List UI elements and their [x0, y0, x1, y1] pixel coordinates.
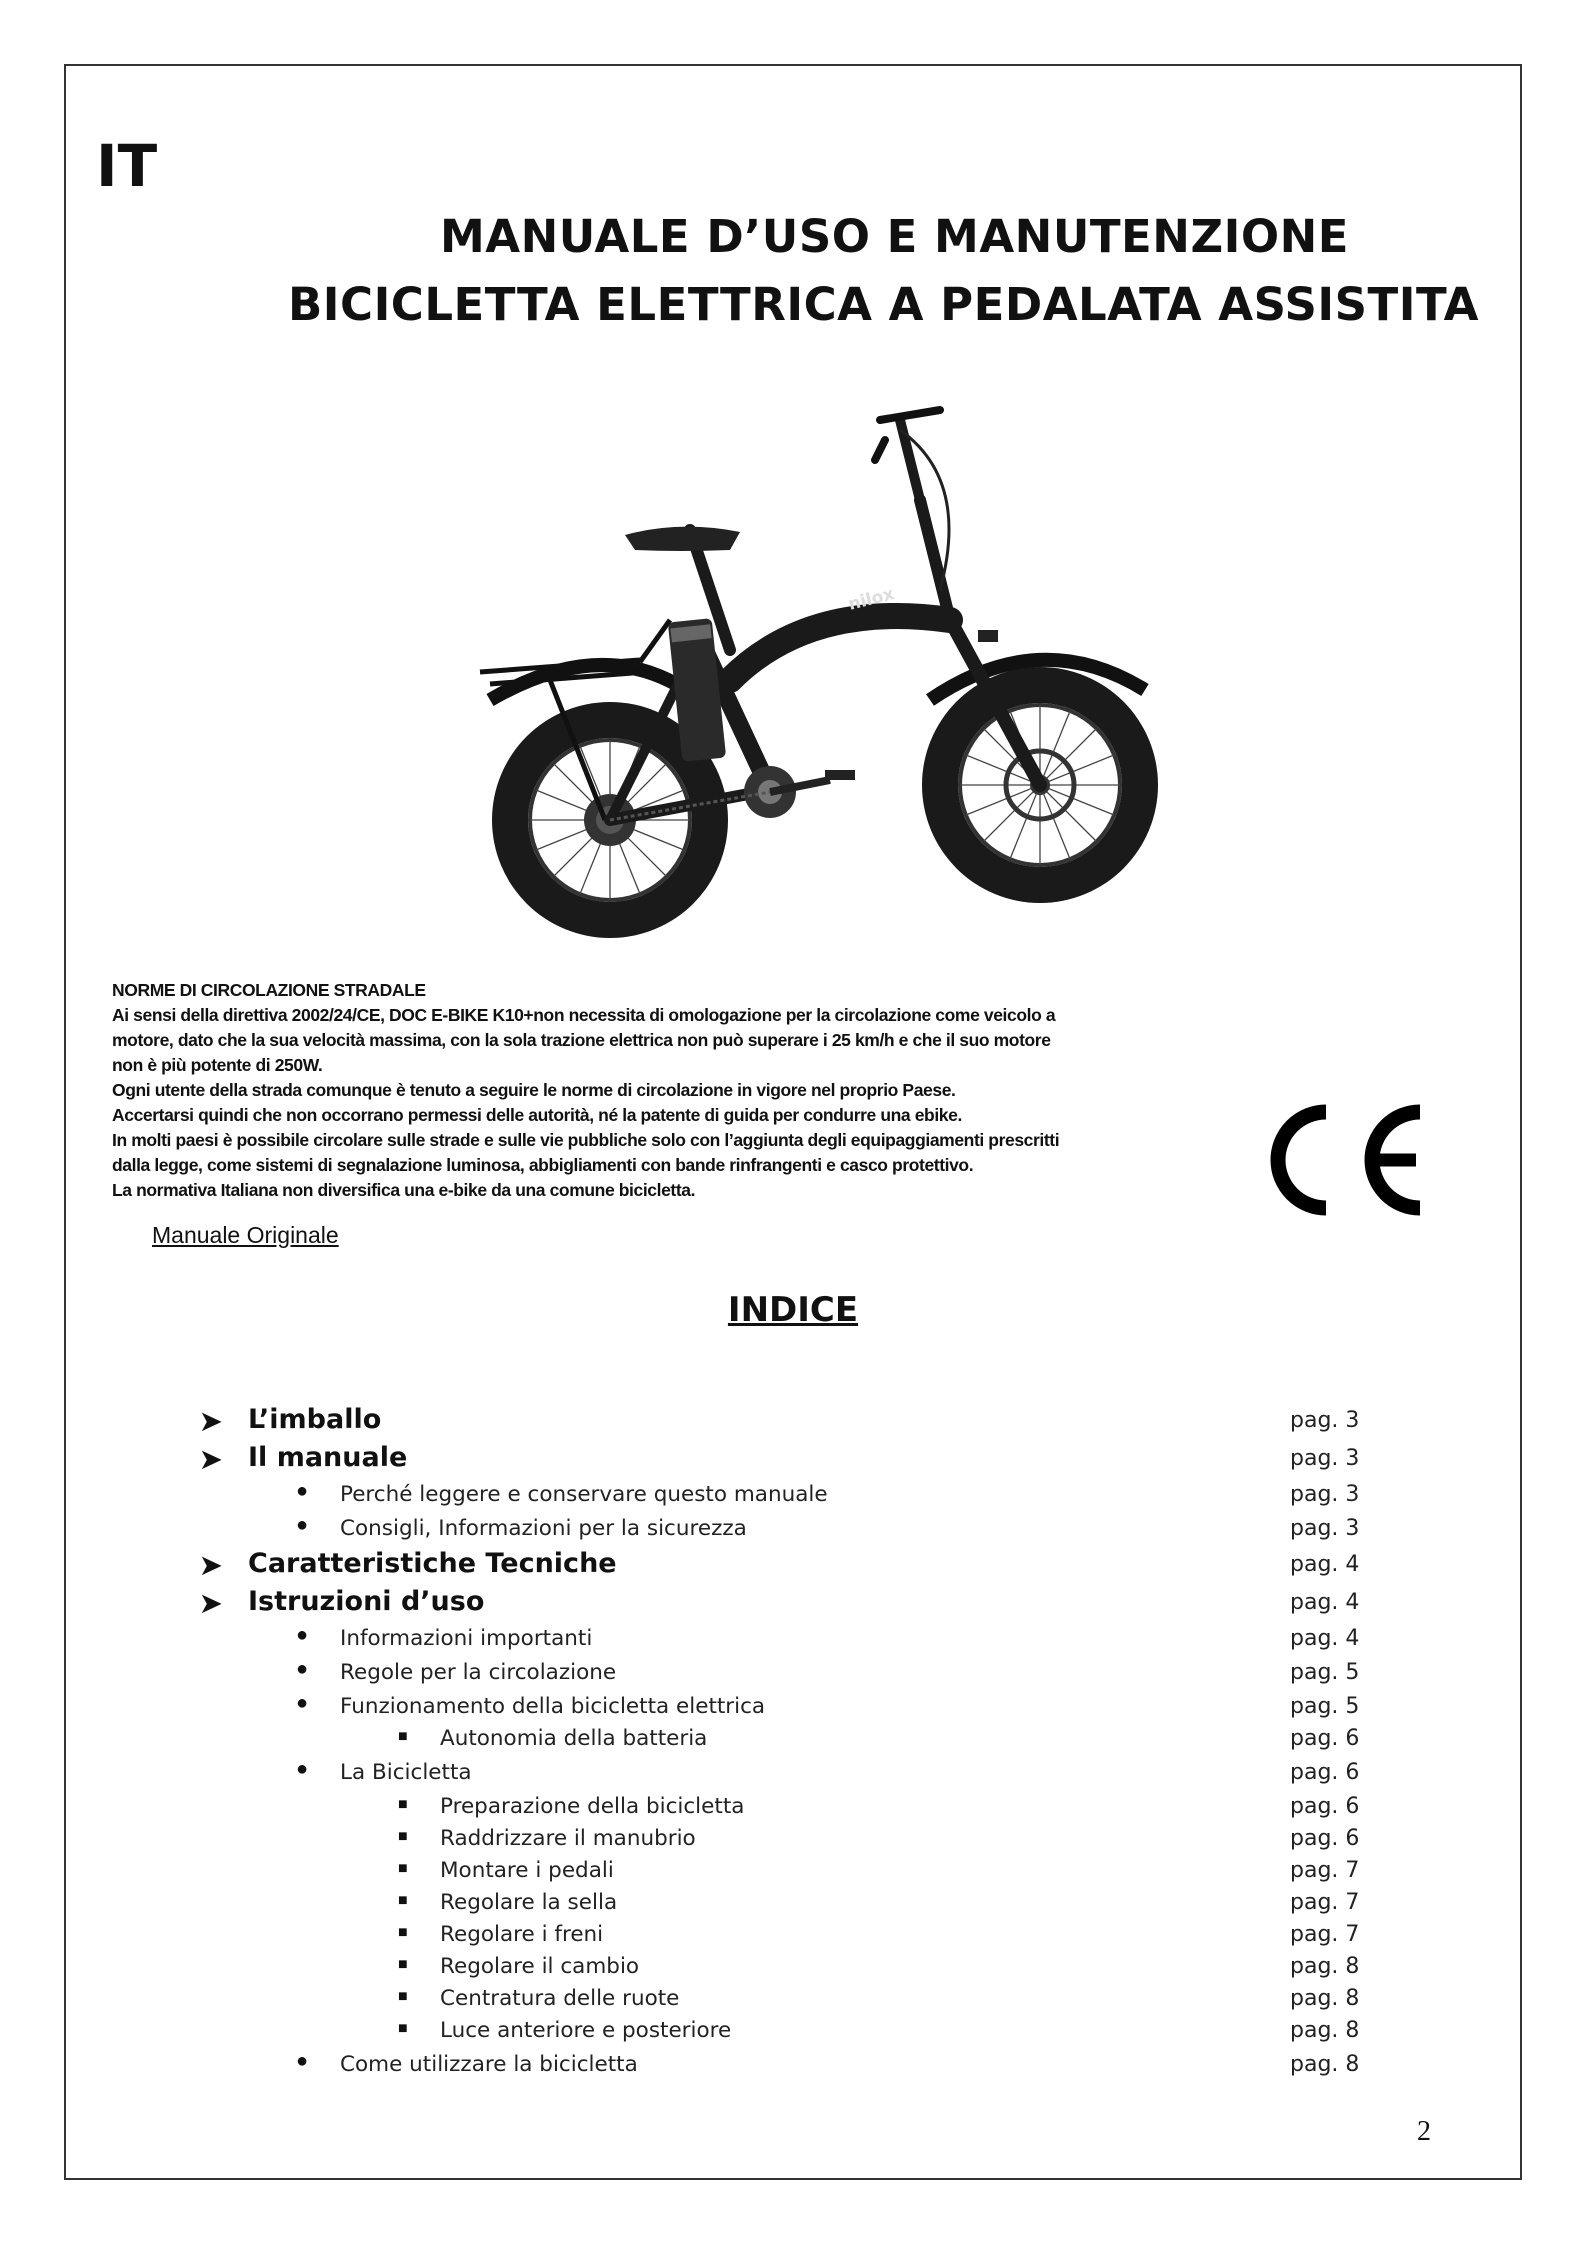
toc-item	[0, 2048, 1586, 2082]
toc-item-label: Istruzioni d’uso	[248, 1586, 485, 1617]
round-bullet-icon: ●	[296, 2050, 309, 2072]
toc-item	[0, 1722, 1586, 1756]
toc-item-label: La Bicicletta	[340, 1760, 472, 1785]
round-bullet-icon: ●	[296, 1624, 309, 1646]
toc-item-label: Luce anteriore e posteriore	[440, 2018, 732, 2043]
ce-mark-icon	[1270, 1104, 1434, 1216]
toc-item	[0, 1950, 1586, 1984]
toc-item-page: pag. 4	[1290, 1626, 1360, 1651]
arrow-bullet-icon: ➤	[200, 1588, 222, 1618]
index-title: INDICE	[727, 1290, 859, 1330]
toc-item-page: pag. 5	[1290, 1660, 1360, 1685]
toc-item-label: Centratura delle ruote	[440, 1986, 680, 2011]
arrow-bullet-icon: ➤	[200, 1550, 222, 1580]
square-bullet-icon: ■	[398, 1956, 408, 1973]
toc-item	[0, 1656, 1586, 1690]
manual-title: MANUALE D’USO E MANUTENZIONE	[440, 210, 1349, 263]
ebike-photo	[430, 400, 1190, 960]
page-number: 2	[1417, 2116, 1431, 2147]
language-code: IT	[96, 132, 158, 200]
toc-item-page: pag. 6	[1290, 1826, 1360, 1851]
toc-item-page: pag. 3	[1290, 1446, 1360, 1471]
toc-item	[0, 1756, 1586, 1790]
toc-item-label: Consigli, Informazioni per la sicurezza	[340, 1516, 747, 1541]
toc-item	[0, 1918, 1586, 1952]
brand-logo: nilox	[846, 584, 897, 615]
toc-item	[0, 1886, 1586, 1920]
square-bullet-icon: ■	[398, 1828, 408, 1845]
toc-item-label: Il manuale	[248, 1442, 408, 1473]
toc-item-page: pag. 6	[1290, 1726, 1360, 1751]
toc-item-page: pag. 6	[1290, 1760, 1360, 1785]
traffic-rules-block	[112, 978, 1112, 1203]
toc-item	[0, 1854, 1586, 1888]
toc-item-label: Come utilizzare la bicicletta	[340, 2052, 638, 2077]
square-bullet-icon: ■	[398, 1860, 408, 1877]
square-bullet-icon: ■	[398, 1728, 408, 1745]
toc-item-label: Regole per la circolazione	[340, 1660, 617, 1685]
toc-item-label: L’imballo	[248, 1404, 382, 1435]
square-bullet-icon: ■	[398, 1892, 408, 1909]
manual-subtitle: BICICLETTA ELETTRICA A PEDALATA ASSISTITA	[288, 278, 1480, 331]
traffic-rules-line: Accertarsi quindi che non occorrano permessi delle autorità, né la patente di guida per condurre una ebike.	[112, 1105, 962, 1125]
toc-item	[0, 1548, 1586, 1582]
toc-item-label: Regolare il cambio	[440, 1954, 640, 1979]
arrow-bullet-icon: ➤	[200, 1406, 222, 1436]
traffic-rules-heading: NORME DI CIRCOLAZIONE STRADALE	[112, 980, 426, 1000]
traffic-rules-line: non è più potente di 250W.	[112, 1055, 323, 1075]
toc-item-label: Regolare i freni	[440, 1922, 604, 1947]
round-bullet-icon: ●	[296, 1758, 309, 1780]
toc-item-page: pag. 3	[1290, 1516, 1360, 1541]
toc-item-label: Raddrizzare il manubrio	[440, 1826, 696, 1851]
toc-item	[0, 1586, 1586, 1620]
toc-item-page: pag. 7	[1290, 1858, 1360, 1883]
toc-item-page: pag. 4	[1290, 1590, 1360, 1615]
traffic-rules-line: dalla legge, come sistemi di segnalazione luminosa, abbigliamenti con bande rinfrangenti e casco protettivo.	[112, 1155, 974, 1175]
toc-item	[0, 1442, 1586, 1476]
traffic-rules-line: Ai sensi della direttiva 2002/24/CE, DOC E-BIKE K10+non necessita di omologazione per la circolazione come veicolo a	[112, 1005, 1056, 1025]
toc-item	[0, 1404, 1586, 1438]
toc-item-page: pag. 3	[1290, 1408, 1360, 1433]
round-bullet-icon: ●	[296, 1514, 309, 1536]
toc-item	[0, 1622, 1586, 1656]
toc-item-page: pag. 7	[1290, 1922, 1360, 1947]
toc-item-page: pag. 8	[1290, 2018, 1360, 2043]
traffic-rules-line: La normativa Italiana non diversifica una e-bike da una comune bicicletta.	[112, 1180, 696, 1200]
toc-item-page: pag. 8	[1290, 1954, 1360, 1979]
toc-item-label: Caratteristiche Tecniche	[248, 1548, 617, 1579]
toc-item	[0, 2014, 1586, 2048]
traffic-rules-line: motore, dato che la sua velocità massima, con la sola trazione elettrica non può superare i 25 km/h e che il suo motore	[112, 1030, 1051, 1050]
toc-item-label: Preparazione della bicicletta	[440, 1794, 745, 1819]
toc-item-page: pag. 8	[1290, 1986, 1360, 2011]
square-bullet-icon: ■	[398, 1796, 408, 1813]
toc-item-label: Perché leggere e conservare questo manuale	[340, 1482, 828, 1507]
arrow-bullet-icon: ➤	[200, 1444, 222, 1474]
round-bullet-icon: ●	[296, 1692, 309, 1714]
toc-item-page: pag. 8	[1290, 2052, 1360, 2077]
toc-item-label: Funzionamento della bicicletta elettrica	[340, 1694, 766, 1719]
original-manual-note: Manuale Originale	[152, 1222, 339, 1248]
toc-item	[0, 1512, 1586, 1546]
round-bullet-icon: ●	[296, 1658, 309, 1680]
traffic-rules-line: In molti paesi è possibile circolare sulle strade e sulle vie pubbliche solo con l’aggiunta degli equipaggiamenti prescritti	[112, 1130, 1060, 1150]
toc-item-label: Montare i pedali	[440, 1858, 614, 1883]
toc-item	[0, 1982, 1586, 2016]
toc-item-label: Regolare la sella	[440, 1890, 618, 1915]
traffic-rules-line: Ogni utente della strada comunque è tenuto a seguire le norme di circolazione in vigore nel proprio Paese.	[112, 1080, 956, 1100]
toc-item	[0, 1690, 1586, 1724]
toc-item-page: pag. 7	[1290, 1890, 1360, 1915]
toc-item	[0, 1478, 1586, 1512]
toc-item-label: Autonomia della batteria	[440, 1726, 708, 1751]
toc-item	[0, 1822, 1586, 1856]
square-bullet-icon: ■	[398, 1988, 408, 2005]
toc-item-page: pag. 3	[1290, 1482, 1360, 1507]
round-bullet-icon: ●	[296, 1480, 309, 1502]
toc-item-label: Informazioni importanti	[340, 1626, 593, 1651]
toc-item-page: pag. 4	[1290, 1552, 1360, 1577]
toc-item	[0, 1790, 1586, 1824]
square-bullet-icon: ■	[398, 2020, 408, 2037]
toc-item-page: pag. 6	[1290, 1794, 1360, 1819]
square-bullet-icon: ■	[398, 1924, 408, 1941]
toc-item-page: pag. 5	[1290, 1694, 1360, 1719]
